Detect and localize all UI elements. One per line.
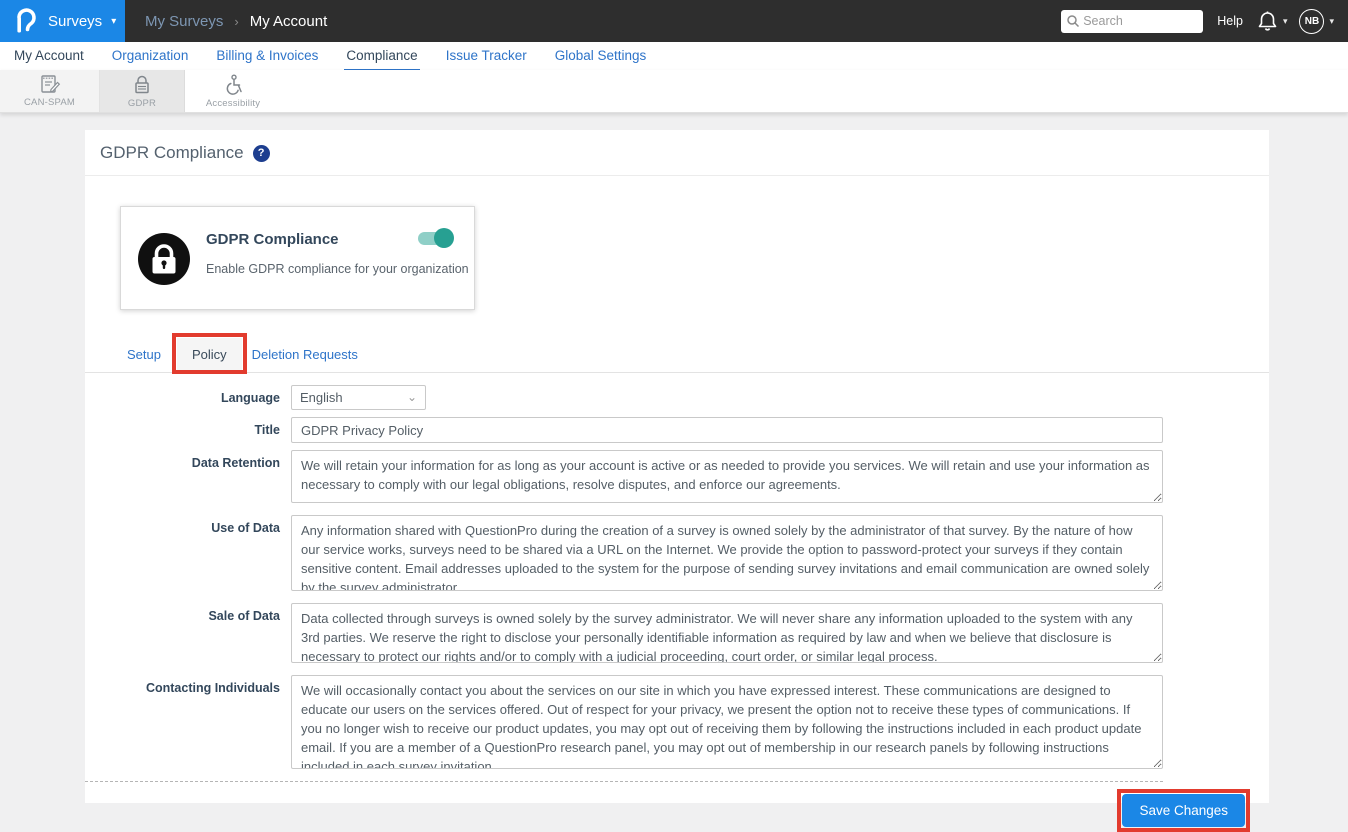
help-link[interactable]: Help [1217,14,1243,28]
use-of-data-row [85,515,1269,596]
save-changes-button[interactable]: Save Changes [1122,794,1245,827]
language-value: English [300,390,343,405]
use-of-data-textarea[interactable] [291,515,1163,591]
contacting-individuals-row [85,675,1269,774]
compliance-subtabs [0,70,1348,113]
data-retention-textarea[interactable] [291,450,1163,503]
tab-policy[interactable]: Policy [177,338,242,372]
nav-billing-invoices[interactable]: Billing & Invoices [216,48,319,63]
tab-setup[interactable]: Setup [127,347,161,362]
breadcrumb-my-surveys[interactable]: My Surveys [145,12,224,30]
account-section-nav [0,42,1348,70]
chevron-down-icon: ▾ [1329,15,1334,26]
title-input[interactable] [291,417,1163,443]
breadcrumb-my-account: My Account [249,12,328,30]
questionpro-logo-icon [12,7,38,35]
account-menu[interactable] [1299,9,1334,34]
title-label: Title [254,423,280,437]
gdpr-compliance-panel [85,130,1269,818]
chevron-down-icon: ▾ [1282,15,1288,26]
policy-form [85,385,1269,827]
breadcrumb [145,13,327,30]
nav-organization[interactable]: Organization [111,48,189,63]
language-row [85,385,1269,410]
product-label: Surveys [48,12,103,30]
toggle-knob [434,228,454,248]
sale-of-data-label: Sale of Data [208,609,280,623]
breadcrumb-separator-icon: › [234,13,239,29]
tab-label: GDPR [127,97,157,109]
nav-global-settings[interactable]: Global Settings [554,48,647,63]
sale-of-data-textarea[interactable] [291,603,1163,663]
accessibility-icon [222,74,244,95]
memo-icon [39,74,61,94]
nav-my-account[interactable]: My Account [14,48,84,63]
form-actions [85,794,1269,827]
avatar: NB [1299,9,1324,34]
nav-issue-tracker[interactable]: Issue Tracker [445,48,527,63]
help-icon[interactable]: ? [253,145,270,162]
language-label: Language [220,391,280,405]
tab-deletion-requests[interactable]: Deletion Requests [251,347,358,362]
card-description: Enable GDPR compliance for your organization [206,262,469,276]
use-of-data-label: Use of Data [211,521,280,535]
policy-tab-bar [85,338,1269,373]
search-input[interactable] [1061,10,1203,33]
lock-icon [132,74,152,95]
global-search [1061,10,1203,33]
search-icon [1066,14,1080,28]
chevron-down-icon: ⌄ [406,390,417,404]
data-retention-row [85,450,1269,508]
tab-gdpr[interactable] [100,70,185,112]
form-divider [85,781,1163,782]
sale-of-data-row [85,603,1269,668]
chevron-down-icon: ▾ [111,15,117,27]
lock-icon [138,233,190,285]
notifications-menu[interactable] [1257,10,1288,33]
product-switcher[interactable] [0,0,125,42]
page-header [85,130,1269,176]
card-title: GDPR Compliance [206,231,339,248]
contacting-individuals-label: Contacting Individuals [145,681,280,695]
tab-can-spam[interactable] [0,70,100,112]
gdpr-toggle-card [120,206,475,310]
page-title: GDPR Compliance [100,143,244,162]
tab-label: Accessibility [205,97,261,109]
topbar [0,0,1348,42]
data-retention-label: Data Retention [191,456,280,470]
nav-compliance[interactable]: Compliance [344,43,419,70]
language-select[interactable] [291,385,426,410]
tab-label: CAN-SPAM [23,97,76,108]
bell-icon [1257,10,1278,33]
gdpr-toggle[interactable] [418,232,452,245]
contacting-individuals-textarea[interactable] [291,675,1163,769]
title-row [85,417,1269,443]
tab-accessibility[interactable] [185,70,281,112]
